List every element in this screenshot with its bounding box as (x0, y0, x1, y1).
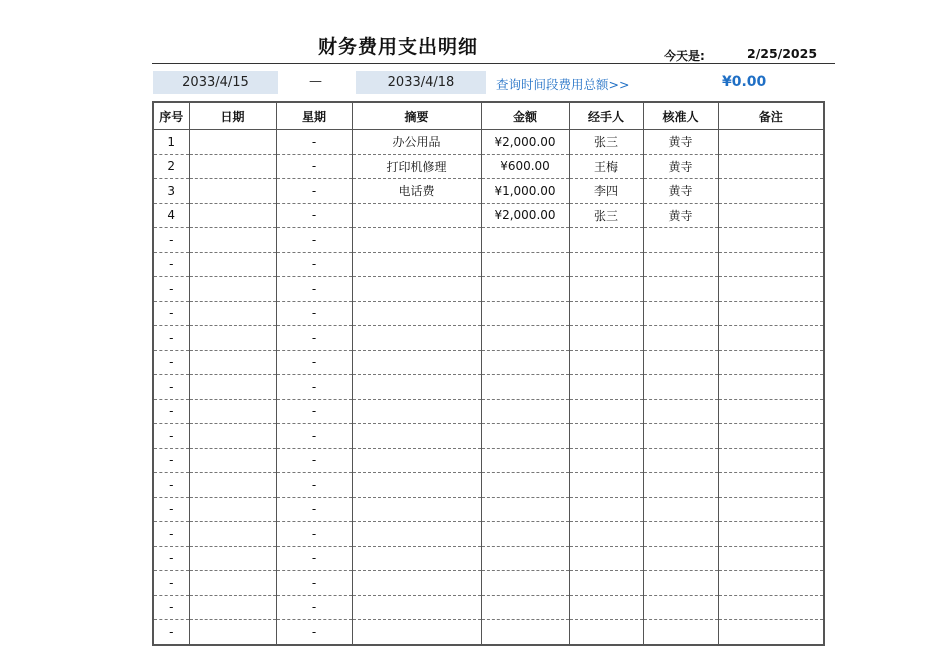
note-cell[interactable] (718, 571, 824, 596)
amount-cell[interactable] (481, 497, 569, 522)
date-cell[interactable] (189, 203, 276, 228)
weekday-cell[interactable]: - (276, 326, 352, 351)
weekday-cell[interactable]: - (276, 571, 352, 596)
handler-cell[interactable] (569, 473, 643, 498)
handler-cell[interactable]: 王梅 (569, 154, 643, 179)
approver-cell[interactable] (643, 620, 718, 645)
amount-cell[interactable] (481, 424, 569, 449)
note-cell[interactable] (718, 375, 824, 400)
weekday-cell[interactable]: - (276, 448, 352, 473)
weekday-cell[interactable]: - (276, 399, 352, 424)
date-range-separator: — (309, 74, 322, 89)
handler-cell[interactable] (569, 399, 643, 424)
date-cell[interactable] (189, 252, 276, 277)
handler-cell[interactable] (569, 350, 643, 375)
amount-cell[interactable] (481, 301, 569, 326)
approver-cell[interactable] (643, 546, 718, 571)
weekday-cell[interactable]: - (276, 130, 352, 155)
weekday-cell[interactable]: - (276, 301, 352, 326)
handler-cell[interactable] (569, 448, 643, 473)
seq-cell[interactable]: - (153, 277, 189, 302)
note-cell[interactable] (718, 179, 824, 204)
seq-cell[interactable]: 1 (153, 130, 189, 155)
table-row (153, 522, 824, 547)
summary-cell[interactable] (352, 595, 481, 620)
note-cell[interactable] (718, 522, 824, 547)
note-cell[interactable] (718, 595, 824, 620)
table-row (153, 571, 824, 596)
handler-cell[interactable] (569, 546, 643, 571)
note-cell[interactable] (718, 448, 824, 473)
handler-cell[interactable]: 李四 (569, 179, 643, 204)
note-cell[interactable] (718, 399, 824, 424)
note-cell[interactable] (718, 546, 824, 571)
summary-cell[interactable] (352, 326, 481, 351)
date-cell[interactable] (189, 326, 276, 351)
column-header-amount: 金额 (481, 102, 569, 130)
approver-cell[interactable] (643, 350, 718, 375)
table-row (153, 375, 824, 400)
amount-cell[interactable] (481, 571, 569, 596)
seq-cell[interactable]: 3 (153, 179, 189, 204)
approver-cell[interactable] (643, 522, 718, 547)
summary-cell[interactable] (352, 277, 481, 302)
amount-cell[interactable] (481, 375, 569, 400)
approver-cell[interactable] (643, 301, 718, 326)
date-cell[interactable] (189, 595, 276, 620)
weekday-cell[interactable]: - (276, 277, 352, 302)
approver-cell[interactable] (643, 326, 718, 351)
handler-cell[interactable] (569, 620, 643, 645)
date-cell[interactable] (189, 448, 276, 473)
table-row (153, 497, 824, 522)
weekday-cell[interactable]: - (276, 252, 352, 277)
table-row (153, 473, 824, 498)
approver-cell[interactable] (643, 571, 718, 596)
table-row (153, 448, 824, 473)
column-header-approver: 核准人 (643, 102, 718, 130)
seq-cell[interactable]: - (153, 326, 189, 351)
date-cell[interactable] (189, 228, 276, 253)
weekday-cell[interactable]: - (276, 179, 352, 204)
handler-cell[interactable] (569, 277, 643, 302)
table-row (153, 620, 824, 645)
date-cell[interactable] (189, 277, 276, 302)
seq-cell[interactable]: - (153, 350, 189, 375)
seq-cell[interactable]: - (153, 399, 189, 424)
approver-cell[interactable] (643, 424, 718, 449)
note-cell[interactable] (718, 620, 824, 645)
seq-cell[interactable]: 2 (153, 154, 189, 179)
summary-cell[interactable] (352, 571, 481, 596)
handler-cell[interactable] (569, 375, 643, 400)
summary-cell[interactable]: 打印机修理 (352, 154, 481, 179)
column-header-handler: 经手人 (569, 102, 643, 130)
table-row (153, 130, 824, 155)
amount-cell[interactable] (481, 228, 569, 253)
amount-cell[interactable] (481, 620, 569, 645)
date-cell[interactable] (189, 424, 276, 449)
seq-cell[interactable]: - (153, 448, 189, 473)
date-cell[interactable] (189, 350, 276, 375)
date-cell[interactable] (189, 473, 276, 498)
note-cell[interactable] (718, 252, 824, 277)
weekday-cell[interactable]: - (276, 203, 352, 228)
seq-cell[interactable]: - (153, 497, 189, 522)
handler-cell[interactable] (569, 228, 643, 253)
weekday-cell[interactable]: - (276, 546, 352, 571)
summary-cell[interactable] (352, 620, 481, 645)
summary-cell[interactable] (352, 424, 481, 449)
amount-cell[interactable] (481, 350, 569, 375)
approver-cell[interactable] (643, 277, 718, 302)
period-total-value: ¥0.00 (722, 74, 767, 90)
expense-table (152, 101, 825, 646)
summary-cell[interactable] (352, 497, 481, 522)
seq-cell[interactable]: - (153, 228, 189, 253)
note-cell[interactable] (718, 497, 824, 522)
seq-cell[interactable]: - (153, 375, 189, 400)
start-date-field[interactable]: 2033/4/15 (153, 71, 278, 94)
table-row (153, 203, 824, 228)
weekday-cell[interactable]: - (276, 595, 352, 620)
weekday-cell[interactable]: - (276, 375, 352, 400)
summary-cell[interactable] (352, 546, 481, 571)
date-cell[interactable] (189, 522, 276, 547)
table-row (153, 301, 824, 326)
amount-cell[interactable] (481, 546, 569, 571)
seq-cell[interactable]: - (153, 620, 189, 645)
handler-cell[interactable] (569, 522, 643, 547)
approver-cell[interactable] (643, 448, 718, 473)
date-cell[interactable] (189, 620, 276, 645)
column-header-note: 备注 (718, 102, 824, 130)
note-cell[interactable] (718, 350, 824, 375)
weekday-cell[interactable]: - (276, 620, 352, 645)
table-header-row (153, 102, 824, 130)
handler-cell[interactable] (569, 326, 643, 351)
end-date-field[interactable]: 2033/4/18 (356, 71, 486, 94)
amount-cell[interactable] (481, 277, 569, 302)
header-rule (152, 63, 835, 64)
approver-cell[interactable] (643, 473, 718, 498)
table-row (153, 326, 824, 351)
table-row (153, 228, 824, 253)
date-cell[interactable] (189, 130, 276, 155)
amount-cell[interactable] (481, 448, 569, 473)
date-cell[interactable] (189, 375, 276, 400)
approver-cell[interactable]: 黄寺 (643, 179, 718, 204)
note-cell[interactable] (718, 277, 824, 302)
date-cell[interactable] (189, 497, 276, 522)
weekday-cell[interactable]: - (276, 497, 352, 522)
approver-cell[interactable] (643, 375, 718, 400)
approver-cell[interactable]: 黄寺 (643, 130, 718, 155)
table-row (153, 277, 824, 302)
summary-cell[interactable] (352, 448, 481, 473)
handler-cell[interactable]: 张三 (569, 130, 643, 155)
handler-cell[interactable] (569, 301, 643, 326)
approver-cell[interactable]: 黄寺 (643, 154, 718, 179)
approver-cell[interactable] (643, 252, 718, 277)
seq-cell[interactable]: - (153, 473, 189, 498)
seq-cell[interactable]: - (153, 571, 189, 596)
seq-cell[interactable]: - (153, 301, 189, 326)
amount-cell[interactable] (481, 252, 569, 277)
note-cell[interactable] (718, 301, 824, 326)
date-cell[interactable] (189, 154, 276, 179)
handler-cell[interactable] (569, 497, 643, 522)
weekday-cell[interactable]: - (276, 424, 352, 449)
handler-cell[interactable] (569, 252, 643, 277)
summary-cell[interactable]: 电话费 (352, 179, 481, 204)
column-header-summary: 摘要 (352, 102, 481, 130)
today-date: 2/25/2025 (747, 46, 818, 61)
approver-cell[interactable] (643, 497, 718, 522)
amount-cell[interactable] (481, 522, 569, 547)
weekday-cell[interactable]: - (276, 473, 352, 498)
column-header-seq: 序号 (153, 102, 189, 130)
summary-cell[interactable] (352, 252, 481, 277)
amount-cell[interactable]: ¥2,000.00 (481, 203, 569, 228)
seq-cell[interactable]: - (153, 424, 189, 449)
summary-cell[interactable] (352, 350, 481, 375)
weekday-cell[interactable]: - (276, 154, 352, 179)
amount-cell[interactable]: ¥1,000.00 (481, 179, 569, 204)
column-header-date: 日期 (189, 102, 276, 130)
handler-cell[interactable] (569, 424, 643, 449)
handler-cell[interactable] (569, 571, 643, 596)
seq-cell[interactable]: - (153, 522, 189, 547)
amount-cell[interactable] (481, 473, 569, 498)
date-cell[interactable] (189, 399, 276, 424)
note-cell[interactable] (718, 228, 824, 253)
seq-cell[interactable]: - (153, 252, 189, 277)
weekday-cell[interactable]: - (276, 228, 352, 253)
table-row (153, 179, 824, 204)
note-cell[interactable] (718, 130, 824, 155)
column-header-weekday: 星期 (276, 102, 352, 130)
amount-cell[interactable] (481, 326, 569, 351)
weekday-cell[interactable]: - (276, 522, 352, 547)
amount-cell[interactable]: ¥600.00 (481, 154, 569, 179)
amount-cell[interactable] (481, 595, 569, 620)
note-cell[interactable] (718, 203, 824, 228)
note-cell[interactable] (718, 473, 824, 498)
table-row (153, 350, 824, 375)
approver-cell[interactable]: 黄寺 (643, 203, 718, 228)
table-row (153, 595, 824, 620)
today-label: 今天是: (664, 49, 705, 63)
table-row (153, 546, 824, 571)
seq-cell[interactable]: 4 (153, 203, 189, 228)
seq-cell[interactable]: - (153, 546, 189, 571)
summary-cell[interactable] (352, 399, 481, 424)
summary-cell[interactable]: 办公用品 (352, 130, 481, 155)
approver-cell[interactable] (643, 228, 718, 253)
table-row (153, 154, 824, 179)
query-total-link[interactable]: 查询时间段费用总额>> (496, 77, 630, 92)
summary-cell[interactable] (352, 522, 481, 547)
summary-cell[interactable] (352, 473, 481, 498)
note-cell[interactable] (718, 424, 824, 449)
table-row (153, 424, 824, 449)
approver-cell[interactable] (643, 595, 718, 620)
date-cell[interactable] (189, 571, 276, 596)
amount-cell[interactable] (481, 399, 569, 424)
amount-cell[interactable]: ¥2,000.00 (481, 130, 569, 155)
summary-cell[interactable] (352, 375, 481, 400)
summary-cell[interactable] (352, 203, 481, 228)
date-cell[interactable] (189, 179, 276, 204)
handler-cell[interactable]: 张三 (569, 203, 643, 228)
note-cell[interactable] (718, 326, 824, 351)
date-cell[interactable] (189, 301, 276, 326)
summary-cell[interactable] (352, 228, 481, 253)
note-cell[interactable] (718, 154, 824, 179)
approver-cell[interactable] (643, 399, 718, 424)
table-row (153, 252, 824, 277)
seq-cell[interactable]: - (153, 595, 189, 620)
table-row (153, 399, 824, 424)
weekday-cell[interactable]: - (276, 350, 352, 375)
handler-cell[interactable] (569, 595, 643, 620)
page-title: 财务费用支出明细 (318, 36, 479, 58)
date-cell[interactable] (189, 546, 276, 571)
summary-cell[interactable] (352, 301, 481, 326)
